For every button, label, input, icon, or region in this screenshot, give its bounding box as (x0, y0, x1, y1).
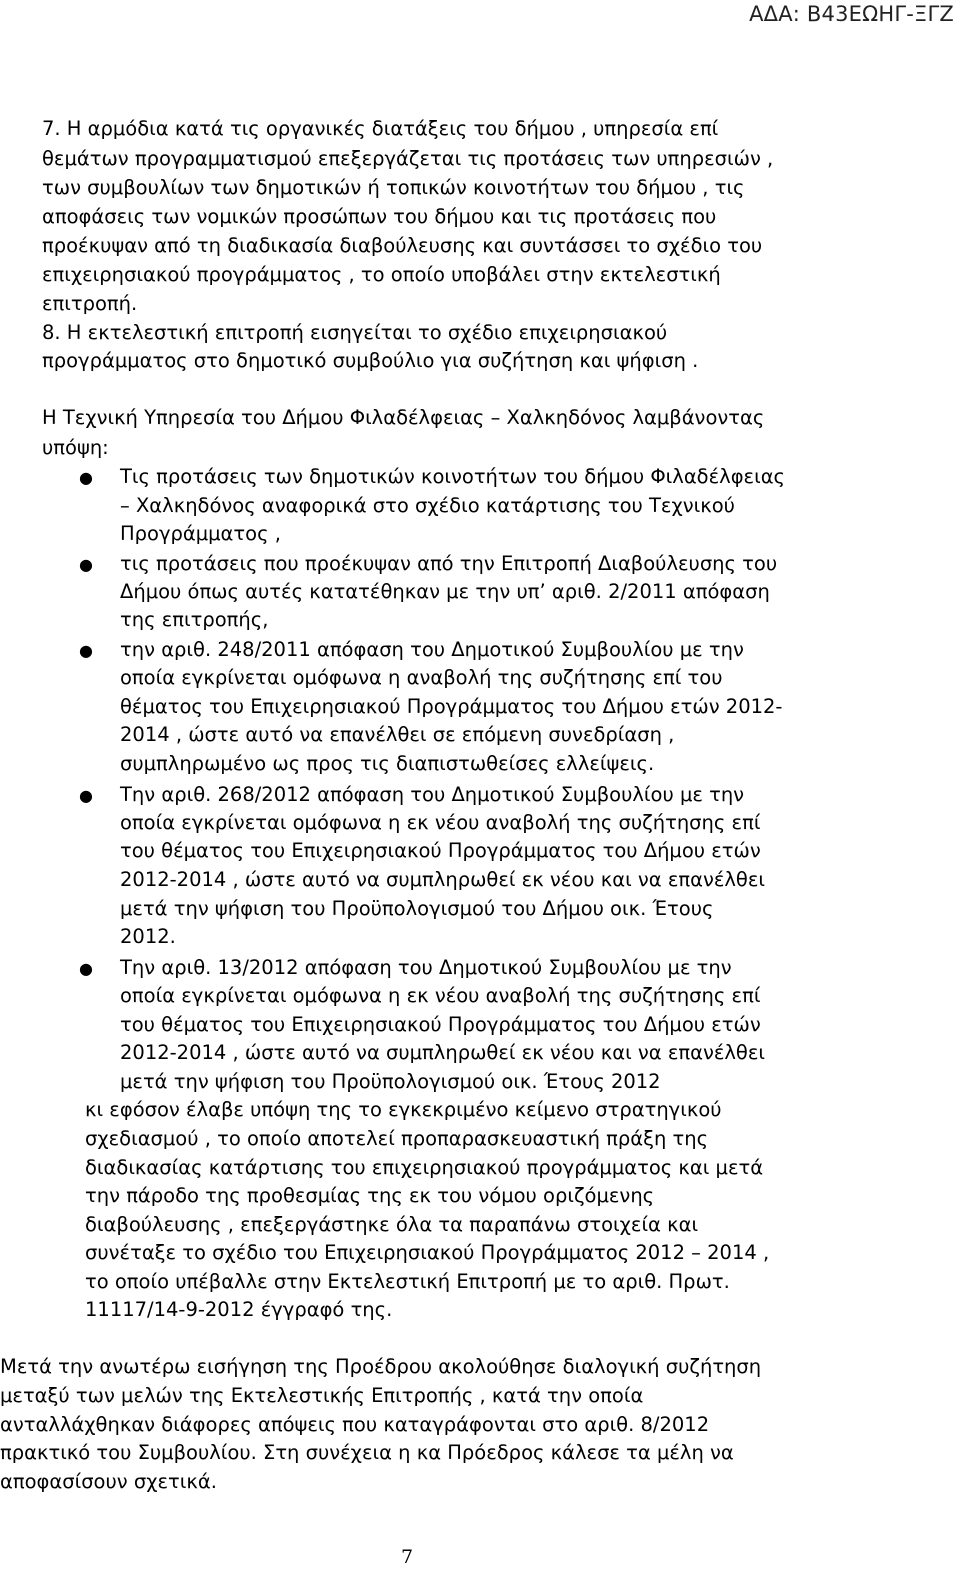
conclusion-line: το οποίο υπέβαλλε στην Εκτελεστική Επιτροπή με το αριθ. Πρωτ. (85, 1270, 730, 1293)
conclusion-line: διαδικασίας κατάρτισης του επιχειρησιακού προγράμματος και μετά (85, 1156, 764, 1179)
conclusion-line: κι εφόσον έλαβε υπόψη της το εγκεκριμένο κείμενο στρατηγικού (85, 1098, 722, 1121)
paragraph-8-line: 8. Η εκτελεστική επιτροπή εισηγείται το σχέδιο επιχειρησιακού (42, 321, 668, 344)
final-line: αποφασίσουν σχετικά. (0, 1470, 217, 1493)
paragraph-7-line: επιχειρησιακού προγράμματος , το οποίο υποβάλει στην εκτελεστική (42, 263, 721, 286)
bullet-line: 2014 , ώστε αυτό να επανέλθει σε επόμενη συνεδρίαση , (120, 723, 675, 746)
paragraph-8-line: προγράμματος στο δημοτικό συμβούλιο για συζήτηση και ψήφιση . (42, 349, 699, 372)
bullet-line: του θέματος του Επιχειρησιακού Προγράμματος του Δήμου ετών (120, 839, 761, 862)
conclusion-line: την πάροδο της προθεσμίας της εκ του νόμου οριζόμενης (85, 1184, 655, 1207)
bullet-line: την αριθ. 248/2011 απόφαση του Δημοτικού Συμβουλίου με την (120, 638, 744, 661)
intro-line: υπόψη: (42, 436, 109, 459)
paragraph-7-line: αποφάσεις των νομικών προσώπων του δήμου και τις προτάσεις που (42, 205, 717, 228)
bullet-icon: ● (79, 641, 93, 660)
bullet-line: Την αριθ. 268/2012 απόφαση του Δημοτικού Συμβουλίου με την (120, 783, 745, 806)
final-line: μεταξύ των μελών της Εκτελεστικής Επιτροπής , κατά την οποία (0, 1384, 644, 1407)
final-line: ανταλλάχθηκαν διάφορες απόψεις που καταγράφονται στο αριθ. 8/2012 (0, 1413, 710, 1436)
conclusion-line: 11117/14-9-2012 έγγραφό της. (85, 1298, 393, 1321)
bullet-line: του θέματος του Επιχειρησιακού Προγράμματος του Δήμου ετών (120, 1013, 761, 1036)
paragraph-7-line: 7. Η αρμόδια κατά τις οργανικές διατάξεις του δήμου , υπηρεσία επί (42, 117, 719, 140)
bullet-icon: ● (79, 555, 93, 574)
final-line: πρακτικό του Συμβουλίου. Στη συνέχεια η κα Πρόεδρος κάλεσε τα μέλη να (0, 1441, 734, 1464)
bullet-line: – Χαλκηδόνος αναφορικά στο σχέδιο κατάρτισης του Τεχνικού (120, 494, 735, 517)
bullet-line: μετά την ψήφιση του Προϋπολογισμού οικ. Έτους 2012 (120, 1070, 661, 1093)
paragraph-7-line: των συμβουλίων των δημοτικών ή τοπικών κοινοτήτων του δήμου , τις (42, 176, 745, 199)
bullet-line: οποία εγκρίνεται ομόφωνα η αναβολή της συζήτησης επί του (120, 666, 723, 689)
paragraph-7-line: θεμάτων προγραμματισμού επεξεργάζεται τις προτάσεις των υπηρεσιών , (42, 147, 774, 170)
bullet-line: Δήμου όπως αυτές κατατέθηκαν με την υπ’ αριθ. 2/2011 απόφαση (120, 580, 770, 603)
conclusion-line: διαβούλευσης , επεξεργάστηκε όλα τα παραπάνω στοιχεία και (85, 1213, 699, 1236)
bullet-line: οποία εγκρίνεται ομόφωνα η εκ νέου αναβολή της συζήτησης επί (120, 984, 761, 1007)
bullet-line: συμπληρωμένο ως προς τις διαπιστωθείσες ελλείψεις. (120, 752, 655, 775)
bullet-line: Προγράμματος , (120, 522, 281, 545)
page-number: 7 (401, 1546, 414, 1568)
intro-line: Η Τεχνική Υπηρεσία του Δήμου Φιλαδέλφειας – Χαλκηδόνος λαμβάνοντας (42, 406, 765, 429)
bullet-line: 2012-2014 , ώστε αυτό να συμπληρωθεί εκ νέου και να επανέλθει (120, 868, 766, 891)
bullet-line: της επιτροπής, (120, 608, 269, 631)
bullet-icon: ● (79, 786, 93, 805)
ada-code: ΑΔΑ: Β43ΕΩΗΓ-ΞΓΖ (749, 2, 954, 26)
bullet-icon: ● (79, 468, 93, 487)
bullet-line: μετά την ψήφιση του Προϋπολογισμού του Δήμου οικ. Έτους (120, 897, 714, 920)
paragraph-7-line: επιτροπή. (42, 292, 138, 315)
bullet-line: 2012-2014 , ώστε αυτό να συμπληρωθεί εκ νέου και να επανέλθει (120, 1041, 766, 1064)
bullet-line: Την αριθ. 13/2012 απόφαση του Δημοτικού Συμβουλίου με την (120, 956, 732, 979)
bullet-line: θέματος του Επιχειρησιακού Προγράμματος του Δήμου ετών 2012- (120, 695, 783, 718)
bullet-line: Τις προτάσεις των δημοτικών κοινοτήτων του δήμου Φιλαδέλφειας (120, 465, 785, 488)
bullet-line: τις προτάσεις που προέκυψαν από την Επιτροπή Διαβούλευσης του (120, 552, 778, 575)
bullet-line: 2012. (120, 925, 176, 948)
paragraph-7-line: προέκυψαν από τη διαδικασία διαβούλευσης και συντάσσει το σχέδιο του (42, 234, 763, 257)
bullet-line: οποία εγκρίνεται ομόφωνα η εκ νέου αναβολή της συζήτησης επί (120, 811, 761, 834)
conclusion-line: σχεδιασμού , το οποίο αποτελεί προπαρασκευαστική πράξη της (85, 1127, 709, 1150)
bullet-icon: ● (79, 959, 93, 978)
final-line: Μετά την ανωτέρω εισήγηση της Προέδρου ακολούθησε διαλογική συζήτηση (0, 1355, 762, 1378)
conclusion-line: συνέταξε το σχέδιο του Επιχειρησιακού Προγράμματος 2012 – 2014 , (85, 1241, 770, 1264)
